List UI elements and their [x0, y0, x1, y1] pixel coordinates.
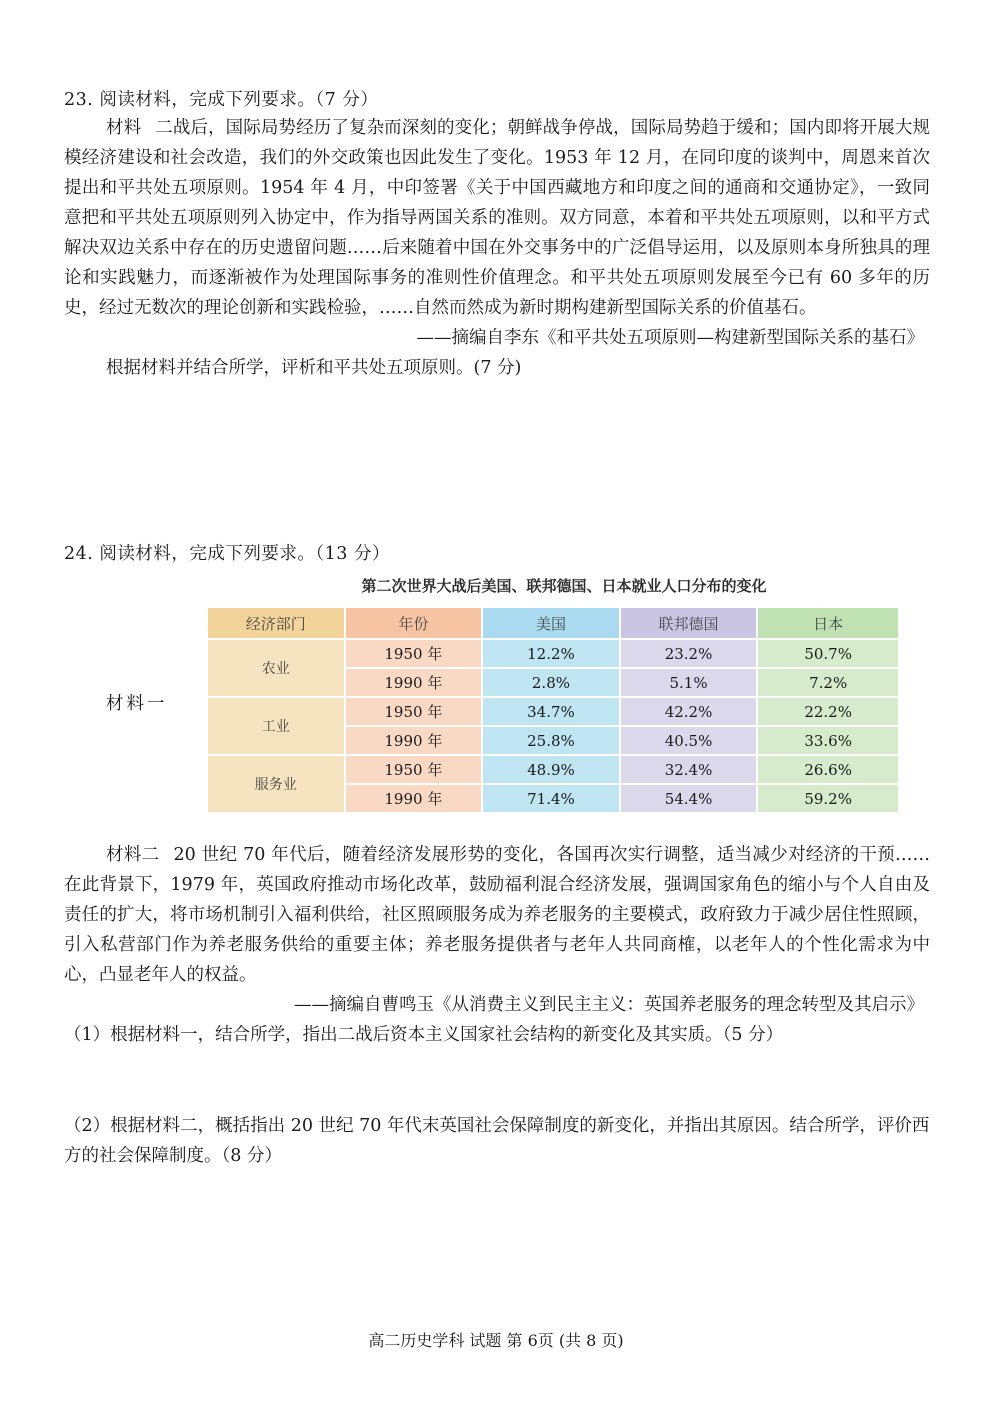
material-paragraph — [64, 113, 930, 323]
year-cell: 1950 年 — [346, 756, 482, 783]
year-cell: 1950 年 — [346, 698, 482, 725]
table-row — [208, 640, 898, 667]
us-cell: 71.4% — [483, 785, 619, 812]
material-text: 二战后，国际局势经历了复杂而深刻的变化；朝鲜战争停战，国际局势趋于缓和；国内即将开展大规模经济建设和社会改造，我们的外交政策也因此发生了变化。1953 年 12 月，在同印度的谈判中，周恩来首次提出和平共处五项原则。1954 年 4 月，中印签署《关于中国西藏地方和印度之间的通商和交通协定》，一致同意把和平共处五项原则列入协定中，作为指导两国关系的准则。双方同意，本着和平共处五项原则，以和平方式解决双边关系中存在的历史遗留问题……后来随着中国在外交事务中的广泛倡导运用，以及原则本身所独具的理论和实践魅力，而逐渐被作为处理国际事务的准则性价值理念。和平共处五项原则发展至今已有 60 多年的历史，经过无数次的理论创新和实践检验，……自然而然成为新时期构建新型国际关系的价值基石。 — [64, 118, 931, 318]
us-cell: 48.9% — [483, 756, 619, 783]
table-row — [208, 756, 898, 783]
material-paragraph — [64, 840, 930, 990]
jp-cell: 59.2% — [758, 785, 898, 812]
jp-cell: 50.7% — [758, 640, 898, 667]
question-24-task-1 — [64, 1020, 930, 1050]
de-cell: 42.2% — [621, 698, 757, 725]
task-text: （1）根据材料一，结合所学，指出二战后资本主义国家社会结构的新变化及其实质。（5 分） — [64, 1025, 784, 1045]
question-23-heading: 23. 阅读材料，完成下列要求。（7 分） — [64, 90, 379, 110]
jp-cell: 7.2% — [758, 669, 898, 696]
us-cell: 34.7% — [483, 698, 619, 725]
header-us: 美国 — [483, 608, 619, 638]
jp-cell: 33.6% — [758, 727, 898, 754]
page-footer: 高二历史学科 试题 第 6页 (共 8 页) — [368, 1331, 624, 1350]
jp-cell: 22.2% — [758, 698, 898, 725]
year-cell: 1990 年 — [346, 727, 482, 754]
material-label: 材料 — [106, 118, 142, 138]
year-cell: 1950 年 — [346, 640, 482, 667]
sector-cell: 工业 — [208, 698, 344, 754]
question-23-task: 根据材料并结合所学，评析和平共处五项原则。(7 分) — [106, 358, 522, 378]
header-sector: 经济部门 — [208, 608, 344, 638]
header-japan: 日本 — [758, 608, 898, 638]
material-source: ——摘编自李东《和平共处五项原则—构建新型国际关系的基石》 — [416, 328, 924, 348]
material-label: 材料二 — [106, 845, 160, 865]
header-west-germany: 联邦德国 — [621, 608, 757, 638]
material-one-label: 材料一 — [106, 694, 168, 714]
sector-cell: 农业 — [208, 640, 344, 696]
question-24-heading: 24. 阅读材料，完成下列要求。（13 分） — [64, 544, 390, 564]
us-cell: 25.8% — [483, 727, 619, 754]
us-cell: 2.8% — [483, 669, 619, 696]
table-header-row — [208, 608, 898, 638]
header-year: 年份 — [346, 608, 482, 638]
de-cell: 5.1% — [621, 669, 757, 696]
table-title: 第二次世界大战后美国、联邦德国、日本就业人口分布的变化 — [361, 577, 767, 595]
material-text: 20 世纪 70 年代后，随着经济发展形势的变化，各国再次实行调整，适当减少对经济的干预……在此背景下，1979 年，英国政府推动市场化改革，鼓励福利混合经济发展，强调国家角色的缩小与个人自由及责任的扩大，将市场机制引入福利供给，社区照顾服务成为养老服务的主要模式，政府致力于减少居住性照顾，引入私营部门作为养老服务供给的重要主体；养老服务提供者与老年人共同商榷，以老年人的个性化需求为中心，凸显老年人的权益。 — [64, 845, 930, 985]
table-row — [208, 698, 898, 725]
question-23-material — [64, 113, 930, 383]
de-cell: 32.4% — [621, 756, 757, 783]
de-cell: 40.5% — [621, 727, 757, 754]
sector-cell: 服务业 — [208, 756, 344, 812]
employment-table-figure — [206, 572, 922, 828]
de-cell: 54.4% — [621, 785, 757, 812]
employment-table — [206, 606, 900, 814]
question-24-material-two — [64, 840, 930, 1020]
material-source: ——摘编自曹鸣玉《从消费主义到民主主义：英国养老服务的理念转型及其启示》 — [294, 995, 924, 1015]
question-24-task-2 — [64, 1111, 930, 1171]
year-cell: 1990 年 — [346, 785, 482, 812]
jp-cell: 26.6% — [758, 756, 898, 783]
de-cell: 23.2% — [621, 640, 757, 667]
us-cell: 12.2% — [483, 640, 619, 667]
task-text: （2）根据材料二，概括指出 20 世纪 70 年代末英国社会保障制度的新变化，并指出其原因。结合所学，评价西方的社会保障制度。（8 分） — [64, 1116, 930, 1166]
year-cell: 1990 年 — [346, 669, 482, 696]
